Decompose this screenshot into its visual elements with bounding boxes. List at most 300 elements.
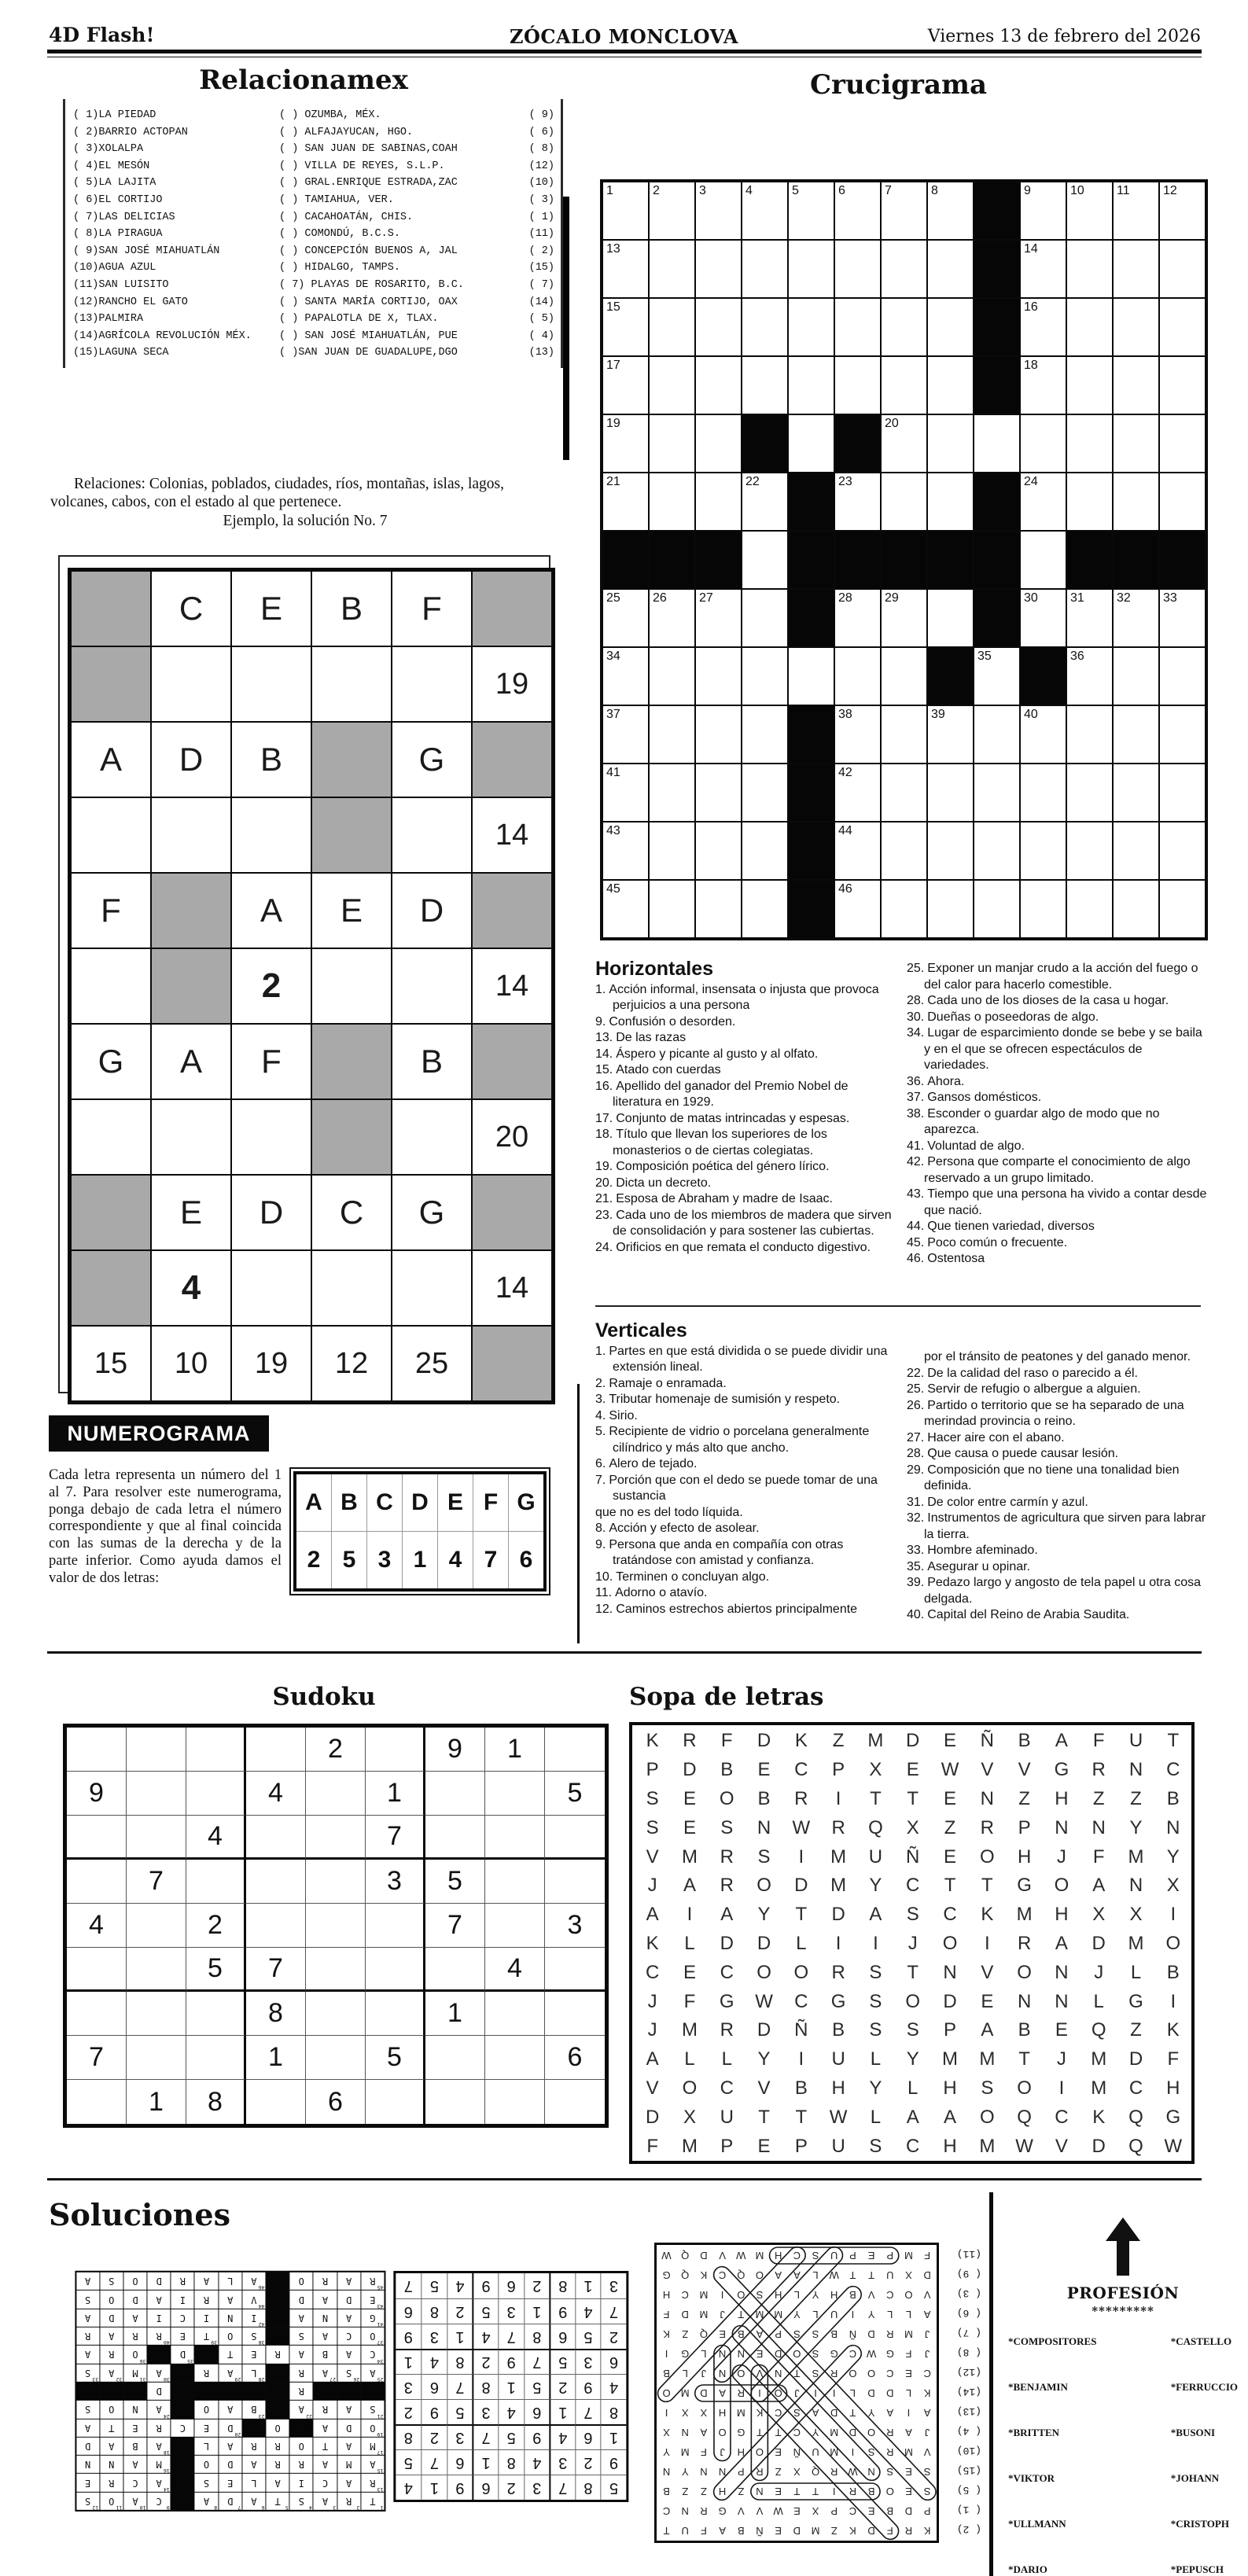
relacionamex-answer-slot[interactable]: ( ) PAPALOTLA DE X, TLAX. [279, 313, 439, 326]
crossword-cell[interactable] [882, 881, 926, 937]
crossword-cell[interactable] [882, 648, 926, 705]
numerograma-letter-cell: G [392, 1176, 471, 1249]
word-search-letter: S [869, 1990, 882, 2012]
crossword-solution-cell: R [242, 2438, 265, 2455]
relacionamex-answer-slot[interactable]: ( ) OZUMBA, MÉX. [279, 109, 381, 121]
crossword-cell[interactable] [603, 415, 648, 472]
crossword-cell[interactable] [1114, 299, 1158, 355]
crossword-cell[interactable] [789, 415, 834, 472]
crossword-cell[interactable] [1067, 182, 1112, 239]
crossword-cell[interactable] [1067, 648, 1112, 705]
sudoku-cell-empty[interactable] [366, 1728, 425, 1772]
crossword-cell[interactable] [1021, 532, 1066, 588]
crossword-cell[interactable] [742, 241, 787, 297]
relacionamex-answer-slot[interactable]: ( ) CACAHOATÁN, CHIS. [279, 211, 414, 223]
sudoku-cell-empty[interactable] [246, 1904, 306, 1948]
crossword-cell[interactable] [696, 415, 741, 472]
numerograma-gray-cell [152, 949, 230, 1023]
crossword-cell[interactable] [882, 415, 926, 472]
crossword-cell[interactable] [882, 764, 926, 821]
numerograma-fill-cell[interactable] [392, 949, 471, 1023]
crossword-cell[interactable] [696, 241, 741, 297]
crossword-cell[interactable] [696, 357, 741, 414]
word-search-solution-letter: Y [793, 2309, 801, 2320]
numerograma-fill-cell[interactable] [392, 1100, 471, 1174]
sudoku-cell-empty[interactable] [67, 1816, 127, 1860]
sudoku-cell-empty[interactable] [485, 1816, 545, 1860]
crossword-cell[interactable] [603, 822, 648, 879]
sudoku-cell-empty[interactable] [485, 1992, 545, 2036]
crossword-solution-cell: 11 O [100, 2493, 123, 2510]
crossword-cell[interactable] [742, 590, 787, 646]
sudoku-solution-cell-given: 9 [422, 2399, 447, 2424]
relacionamex-answer-slot[interactable]: ( ) VILLA DE REYES, S.L.P. [279, 160, 445, 172]
numerograma-fill-cell[interactable] [152, 798, 230, 872]
sudoku-cell-empty[interactable] [425, 1772, 485, 1816]
word-search-solution-letter: R [700, 2505, 708, 2517]
crossword-cell[interactable] [974, 822, 1019, 879]
word-search-solution-letter: L [793, 2289, 800, 2301]
crossword-cell[interactable] [603, 299, 648, 355]
crossword-cell[interactable] [742, 764, 787, 821]
crossword-cell[interactable] [974, 648, 1019, 705]
sudoku-cell-empty[interactable] [246, 1816, 306, 1860]
numerograma-sum-cell: 15 [72, 1327, 150, 1400]
crossword-cell[interactable] [650, 473, 694, 530]
crossword-solution-number: 13 [377, 2486, 384, 2493]
crossword-cell[interactable] [928, 473, 973, 530]
crossword-cell[interactable] [835, 357, 880, 414]
word-search-letter: X [1166, 1875, 1180, 1897]
crossword-cell[interactable] [650, 881, 694, 937]
crossword-cell[interactable] [1114, 590, 1158, 646]
crossword-cell[interactable] [650, 357, 694, 414]
sudoku-cell-empty[interactable] [306, 1992, 366, 2036]
word-search-solution-letter: B [737, 2328, 745, 2340]
numerograma-fill-cell[interactable] [232, 798, 311, 872]
crossword-cell[interactable] [1160, 822, 1205, 879]
numerograma-fill-cell[interactable] [312, 1251, 391, 1325]
word-search-solution-letter: M [736, 2407, 745, 2419]
crossword-cell[interactable] [1021, 764, 1066, 821]
crossword-cell[interactable] [1160, 299, 1205, 355]
word-search-solution-letter: C [793, 2427, 801, 2438]
sudoku-cell-empty[interactable] [485, 1860, 545, 1904]
sudoku-cell-empty[interactable] [67, 2080, 127, 2124]
sudoku-cell-empty[interactable] [545, 1728, 605, 1772]
crossword-cell[interactable] [696, 706, 741, 763]
crossword-cell[interactable] [1067, 357, 1112, 414]
clue: 28. Cada uno de los dioses de la casa u hogar. [907, 994, 1169, 1007]
sudoku-cell-empty[interactable] [545, 2080, 605, 2124]
relacionamex-answer-slot[interactable]: ( ) GRAL.ENRIQUE ESTRADA,ZAC [279, 177, 458, 190]
sudoku-cell-empty[interactable] [425, 2036, 485, 2080]
crossword-cell[interactable] [742, 706, 787, 763]
sudoku-cell-empty[interactable] [545, 1948, 605, 1992]
crossword-solution-number: 3 [333, 2504, 337, 2511]
sudoku-solution-cell-given: 7 [550, 2475, 576, 2500]
word-search-letter: P [1018, 1816, 1031, 1838]
numerograma-fill-cell[interactable] [72, 798, 150, 872]
relacionamex-answer-slot[interactable]: ( ) SAN JOSÉ MIAHUATLÁN, PUE [279, 329, 458, 342]
numerograma-fill-cell[interactable] [392, 647, 471, 721]
crossword-solution-number: 12 [92, 2504, 99, 2511]
crossword-cell-number: 5 [792, 184, 799, 197]
relacionamex-answer-slot[interactable]: ( 7) PLAYAS DE ROSARITO, B.C. [279, 278, 464, 291]
crossword-cell[interactable] [835, 590, 880, 646]
word-search-solution-letter: R [886, 2328, 894, 2340]
sudoku-cell-empty[interactable] [425, 2080, 485, 2124]
sudoku-solution-cell-given: 7 [601, 2298, 627, 2324]
crossword-cell[interactable] [1021, 299, 1066, 355]
numerograma-fill-cell[interactable] [232, 1100, 311, 1174]
crossword-cell[interactable] [696, 822, 741, 879]
crossword-cell[interactable] [696, 590, 741, 646]
crossword-cell[interactable] [928, 241, 973, 297]
relacionamex-item-left: (14)AGRÍCOLA REVOLUCIÓN MÉX. [73, 329, 252, 342]
crossword-cell[interactable] [742, 182, 787, 239]
crossword-cell[interactable] [696, 764, 741, 821]
crossword-cell[interactable] [835, 881, 880, 937]
crossword-cell[interactable] [882, 822, 926, 879]
crossword-cell[interactable] [1067, 241, 1112, 297]
crossword-cell[interactable] [1160, 473, 1205, 530]
sudoku-cell-empty[interactable] [67, 1728, 127, 1772]
crossword-solution-number: 9 [166, 2504, 170, 2511]
sudoku-cell-empty[interactable] [485, 1904, 545, 1948]
solutions-divider-bar [989, 2192, 993, 2576]
crossword-cell[interactable] [1160, 241, 1205, 297]
crossword-cell[interactable] [1067, 822, 1112, 879]
crossword-cell[interactable] [1114, 473, 1158, 530]
crossword-solution-cell: D [148, 2383, 171, 2400]
crossword-cell[interactable] [696, 473, 741, 530]
sudoku-cell-empty[interactable] [186, 1772, 246, 1816]
sudoku-cell-empty[interactable] [127, 2036, 186, 2080]
numerograma-fill-cell[interactable] [232, 1251, 311, 1325]
crossword-cell[interactable] [603, 473, 648, 530]
word-search-solution-letter: O [849, 2368, 857, 2379]
numerograma-fill-cell[interactable] [392, 1251, 471, 1325]
relacionamex-solution-number: (12) [956, 2366, 981, 2378]
word-search-letter: B [1166, 1787, 1180, 1809]
crossword-cell[interactable] [835, 473, 880, 530]
profesion-word: *VIKTOR [1008, 2472, 1055, 2484]
crossword-cell[interactable] [974, 706, 1019, 763]
crossword-cell[interactable] [1114, 881, 1158, 937]
soluciones-title: Soluciones [49, 2197, 230, 2232]
crossword-cell[interactable] [696, 881, 741, 937]
crossword-cell[interactable] [1067, 415, 1112, 472]
crossword-cell[interactable] [1160, 648, 1205, 705]
crossword-cell[interactable] [1160, 590, 1205, 646]
crossword-cell[interactable] [603, 590, 648, 646]
crossword-solution-cell: O [267, 2419, 289, 2436]
crossword-cell[interactable] [1021, 881, 1066, 937]
crossword-cell[interactable] [928, 881, 973, 937]
clue-number: 1. [595, 982, 606, 996]
word-search-solution-letter: I [758, 2387, 761, 2399]
sudoku-cell-empty[interactable] [67, 1948, 127, 1992]
sudoku-cell-empty[interactable] [306, 1772, 366, 1816]
word-search-solution-letter: V [867, 2289, 875, 2301]
crossword-cell[interactable] [882, 473, 926, 530]
sudoku-cell-empty[interactable] [127, 1728, 186, 1772]
relacionamex-answer-slot[interactable]: ( ) SANTA MARÍA CORTIJO, OAX [279, 296, 458, 308]
crossword-solution-number: 43 [377, 2302, 384, 2309]
crossword-cell[interactable] [650, 648, 694, 705]
relacionamex-answer-slot[interactable]: ( ) COMONDÚ, B.C.S. [279, 228, 400, 241]
crossword-cell[interactable] [835, 822, 880, 879]
word-search-solution-letter: Q [811, 2466, 820, 2478]
clue-number: 43. [907, 1187, 925, 1201]
sudoku-cell-empty[interactable] [485, 2036, 545, 2080]
crossword-cell[interactable] [1067, 764, 1112, 821]
crossword-cell[interactable] [835, 299, 880, 355]
relacionamex-answer-slot[interactable]: ( ) TAMIAHUA, VER. [279, 193, 394, 206]
word-search-letter: M [1091, 2048, 1107, 2070]
crossword-cell[interactable] [1160, 182, 1205, 239]
crossword-cell[interactable] [650, 590, 694, 646]
word-search-letter: Z [1092, 1787, 1105, 1809]
crossword-cell[interactable] [882, 357, 926, 414]
sudoku-solution-cell-given: 1 [601, 2424, 627, 2449]
crossword-cell[interactable] [974, 881, 1019, 937]
crossword-solution-number: 4 [308, 2504, 312, 2511]
crossword-cell[interactable] [1114, 415, 1158, 472]
sudoku-cell-empty[interactable] [67, 1992, 127, 2036]
relacionamex-answer-slot[interactable]: ( ) CONCEPCIÓN BUENOS A, JAL [279, 245, 458, 257]
crossword-cell[interactable] [1160, 881, 1205, 937]
crossword-cell[interactable] [742, 648, 787, 705]
crossword-cell[interactable] [789, 182, 834, 239]
crossword-cell[interactable] [650, 415, 694, 472]
relacionamex-answer-slot[interactable]: ( ) HIDALGO, TAMPS. [279, 262, 400, 274]
crossword-cell[interactable] [1021, 357, 1066, 414]
sudoku-cell-empty[interactable] [366, 1948, 425, 1992]
sudoku-cell-empty[interactable] [425, 1816, 485, 1860]
sudoku-cell-empty[interactable] [545, 1816, 605, 1860]
crossword-cell[interactable] [650, 822, 694, 879]
sudoku-cell-empty[interactable] [545, 1992, 605, 2036]
crossword-cell[interactable] [1021, 590, 1066, 646]
crossword-cell[interactable] [1067, 299, 1112, 355]
sudoku-cell-empty[interactable] [545, 1860, 605, 1904]
crossword-cell[interactable] [650, 182, 694, 239]
sudoku-cell-empty[interactable] [366, 1992, 425, 2036]
word-search-solution-letter: Y [663, 2446, 670, 2458]
clue-number: 22. [907, 1366, 925, 1380]
crossword-cell[interactable] [742, 299, 787, 355]
crossword-cell[interactable] [835, 706, 880, 763]
crossword-cell[interactable] [974, 764, 1019, 821]
crossword-cell[interactable] [1114, 241, 1158, 297]
crossword-cell[interactable] [789, 241, 834, 297]
numerograma-fill-cell[interactable] [72, 1100, 150, 1174]
crossword-cell[interactable] [928, 590, 973, 646]
numerograma-fill-cell[interactable] [72, 949, 150, 1023]
word-search-letter: B [794, 2077, 808, 2099]
crossword-cell[interactable] [1114, 764, 1158, 821]
sudoku-cell-empty[interactable] [306, 2036, 366, 2080]
crossword-cell[interactable] [696, 299, 741, 355]
word-search-solution-letter: C [849, 2505, 857, 2517]
crossword-cell[interactable] [835, 648, 880, 705]
crossword-cell[interactable] [696, 182, 741, 239]
crossword-cell[interactable] [835, 182, 880, 239]
crossword-cell[interactable] [1021, 182, 1066, 239]
sudoku-cell-empty[interactable] [485, 2080, 545, 2124]
word-search-letter: P [832, 1759, 845, 1781]
sudoku-cell-given: 7 [67, 2036, 127, 2080]
crossword-solution-block [171, 2383, 194, 2400]
crossword-cell[interactable] [1160, 764, 1205, 821]
crossword-solution-cell: 21 S [361, 2401, 384, 2418]
sudoku-cell-empty[interactable] [246, 1728, 306, 1772]
word-search-letter: T [1167, 1730, 1180, 1752]
sudoku-cell-empty[interactable] [186, 1992, 246, 2036]
crossword-cell[interactable] [1067, 881, 1112, 937]
crossword-cell[interactable] [928, 415, 973, 472]
crossword-cell[interactable] [1067, 706, 1112, 763]
crossword-solution-cell: R [314, 2401, 337, 2418]
crossword-cell[interactable] [928, 706, 973, 763]
crossword-cell[interactable] [603, 764, 648, 821]
relacionamex-row [73, 209, 554, 226]
crossword-cell[interactable] [882, 706, 926, 763]
sudoku-cell-empty[interactable] [67, 1860, 127, 1904]
crossword-cell[interactable] [603, 182, 648, 239]
sudoku-cell-empty[interactable] [127, 1904, 186, 1948]
crossword-cell[interactable] [696, 648, 741, 705]
crossword-cell[interactable] [603, 881, 648, 937]
word-search-letter: M [1016, 1904, 1033, 1926]
word-search-letter: O [682, 2077, 698, 2099]
crossword-solution-cell: R [267, 2438, 289, 2455]
crossword-cell[interactable] [742, 881, 787, 937]
sudoku-cell-empty[interactable] [246, 2080, 306, 2124]
numerograma-fill-cell[interactable] [232, 647, 311, 721]
crossword-cell[interactable] [1021, 241, 1066, 297]
crossword-cell[interactable] [603, 706, 648, 763]
crossword-cell[interactable] [650, 764, 694, 821]
crossword-cell[interactable] [1067, 590, 1112, 646]
crossword-cell[interactable] [882, 590, 926, 646]
word-search-letter: N [943, 1961, 957, 1983]
crossword-solution-number: 32 [116, 2375, 123, 2383]
crossword-cell[interactable] [742, 822, 787, 879]
numerograma-fill-cell[interactable] [152, 1100, 230, 1174]
crossword-cell[interactable] [603, 241, 648, 297]
relacionamex-row [73, 175, 554, 192]
word-search-solution-letter: O [793, 2348, 801, 2360]
crossword-cell[interactable] [1114, 706, 1158, 763]
crossword-cell[interactable] [1114, 822, 1158, 879]
word-search-solution-letter: O [867, 2427, 876, 2438]
crossword-cell[interactable] [882, 299, 926, 355]
clue: 33. Hombre afeminado. [907, 1544, 1038, 1557]
crossword-cell[interactable] [789, 357, 834, 414]
sudoku-cell-empty[interactable] [425, 1948, 485, 1992]
crossword-cell[interactable] [1114, 182, 1158, 239]
crossword-cell[interactable] [789, 299, 834, 355]
sudoku-cell-empty[interactable] [186, 1860, 246, 1904]
crossword-cell[interactable] [974, 415, 1019, 472]
word-search-letter: Ñ [906, 1846, 920, 1868]
relacionamex-row [73, 277, 554, 294]
crossword-cell[interactable] [1021, 822, 1066, 879]
crossword-solution-cell: 6 A [242, 2493, 265, 2510]
crossword-cell[interactable] [835, 241, 880, 297]
sudoku-cell-empty[interactable] [246, 1860, 306, 1904]
crossword-cell[interactable] [1114, 357, 1158, 414]
sudoku-cell-empty[interactable] [127, 1772, 186, 1816]
crossword-cell[interactable] [1021, 473, 1066, 530]
crossword-cell[interactable] [928, 299, 973, 355]
word-search-letter: N [1092, 1816, 1106, 1838]
sudoku-cell-empty[interactable] [306, 1904, 366, 1948]
word-search-letter: C [1055, 2106, 1069, 2128]
sudoku-cell-empty[interactable] [366, 2080, 425, 2124]
sudoku-cell-empty[interactable] [186, 2036, 246, 2080]
crossword-cell[interactable] [1114, 648, 1158, 705]
crossword-cell[interactable] [1067, 473, 1112, 530]
crossword-cell[interactable] [742, 473, 787, 530]
crossword-cell[interactable] [1160, 415, 1205, 472]
relacionamex-solution-number: ( 5) [956, 2484, 981, 2496]
sudoku-cell-empty[interactable] [366, 1904, 425, 1948]
crossword-cell[interactable] [928, 822, 973, 879]
crossword-cell[interactable] [742, 357, 787, 414]
sudoku-cell-empty[interactable] [306, 1816, 366, 1860]
crossword-cell[interactable] [1021, 706, 1066, 763]
sudoku-cell-empty[interactable] [186, 1728, 246, 1772]
crossword-cell[interactable] [882, 182, 926, 239]
numerograma-fill-cell[interactable] [152, 647, 230, 721]
sudoku-cell-empty[interactable] [306, 1948, 366, 1992]
sudoku-cell-empty[interactable] [127, 1992, 186, 2036]
crossword-cell[interactable] [603, 357, 648, 414]
relacionamex-answer-slot[interactable]: ( ) SAN JUAN DE SABINAS,COAH [279, 143, 458, 156]
crossword-cell[interactable] [1160, 357, 1205, 414]
crossword-cell[interactable] [1021, 415, 1066, 472]
numerograma-fill-cell[interactable] [312, 949, 391, 1023]
sudoku-cell-empty[interactable] [306, 1860, 366, 1904]
crossword-cell[interactable] [650, 706, 694, 763]
word-search-solution-letter: F [905, 2348, 912, 2360]
crossword-cell[interactable] [928, 182, 973, 239]
sudoku-cell-empty[interactable] [127, 1816, 186, 1860]
crossword-cell[interactable] [603, 648, 648, 705]
crossword-cell[interactable] [742, 532, 787, 588]
numerograma-fill-cell[interactable] [392, 798, 471, 872]
relacionamex-answer-slot[interactable]: ( ) ALFAJAYUCAN, HGO. [279, 126, 414, 138]
crossword-solution-cell: 43 E [361, 2291, 384, 2308]
sudoku-cell-empty[interactable] [485, 1772, 545, 1816]
crossword-cell[interactable] [1160, 706, 1205, 763]
numerograma-fill-cell[interactable] [312, 647, 391, 721]
crossword-cell[interactable] [789, 648, 834, 705]
crossword-cell[interactable] [928, 764, 973, 821]
sudoku-cell-empty[interactable] [127, 1948, 186, 1992]
crossword-cell[interactable] [928, 357, 973, 414]
crossword-cell[interactable] [650, 241, 694, 297]
crossword-cell[interactable] [650, 299, 694, 355]
crossword-cell[interactable] [835, 764, 880, 821]
crossword-cell[interactable] [882, 241, 926, 297]
crossword-block [789, 881, 834, 937]
relacionamex-answer-slot[interactable]: ( )SAN JUAN DE GUADALUPE,DGO [279, 347, 458, 359]
